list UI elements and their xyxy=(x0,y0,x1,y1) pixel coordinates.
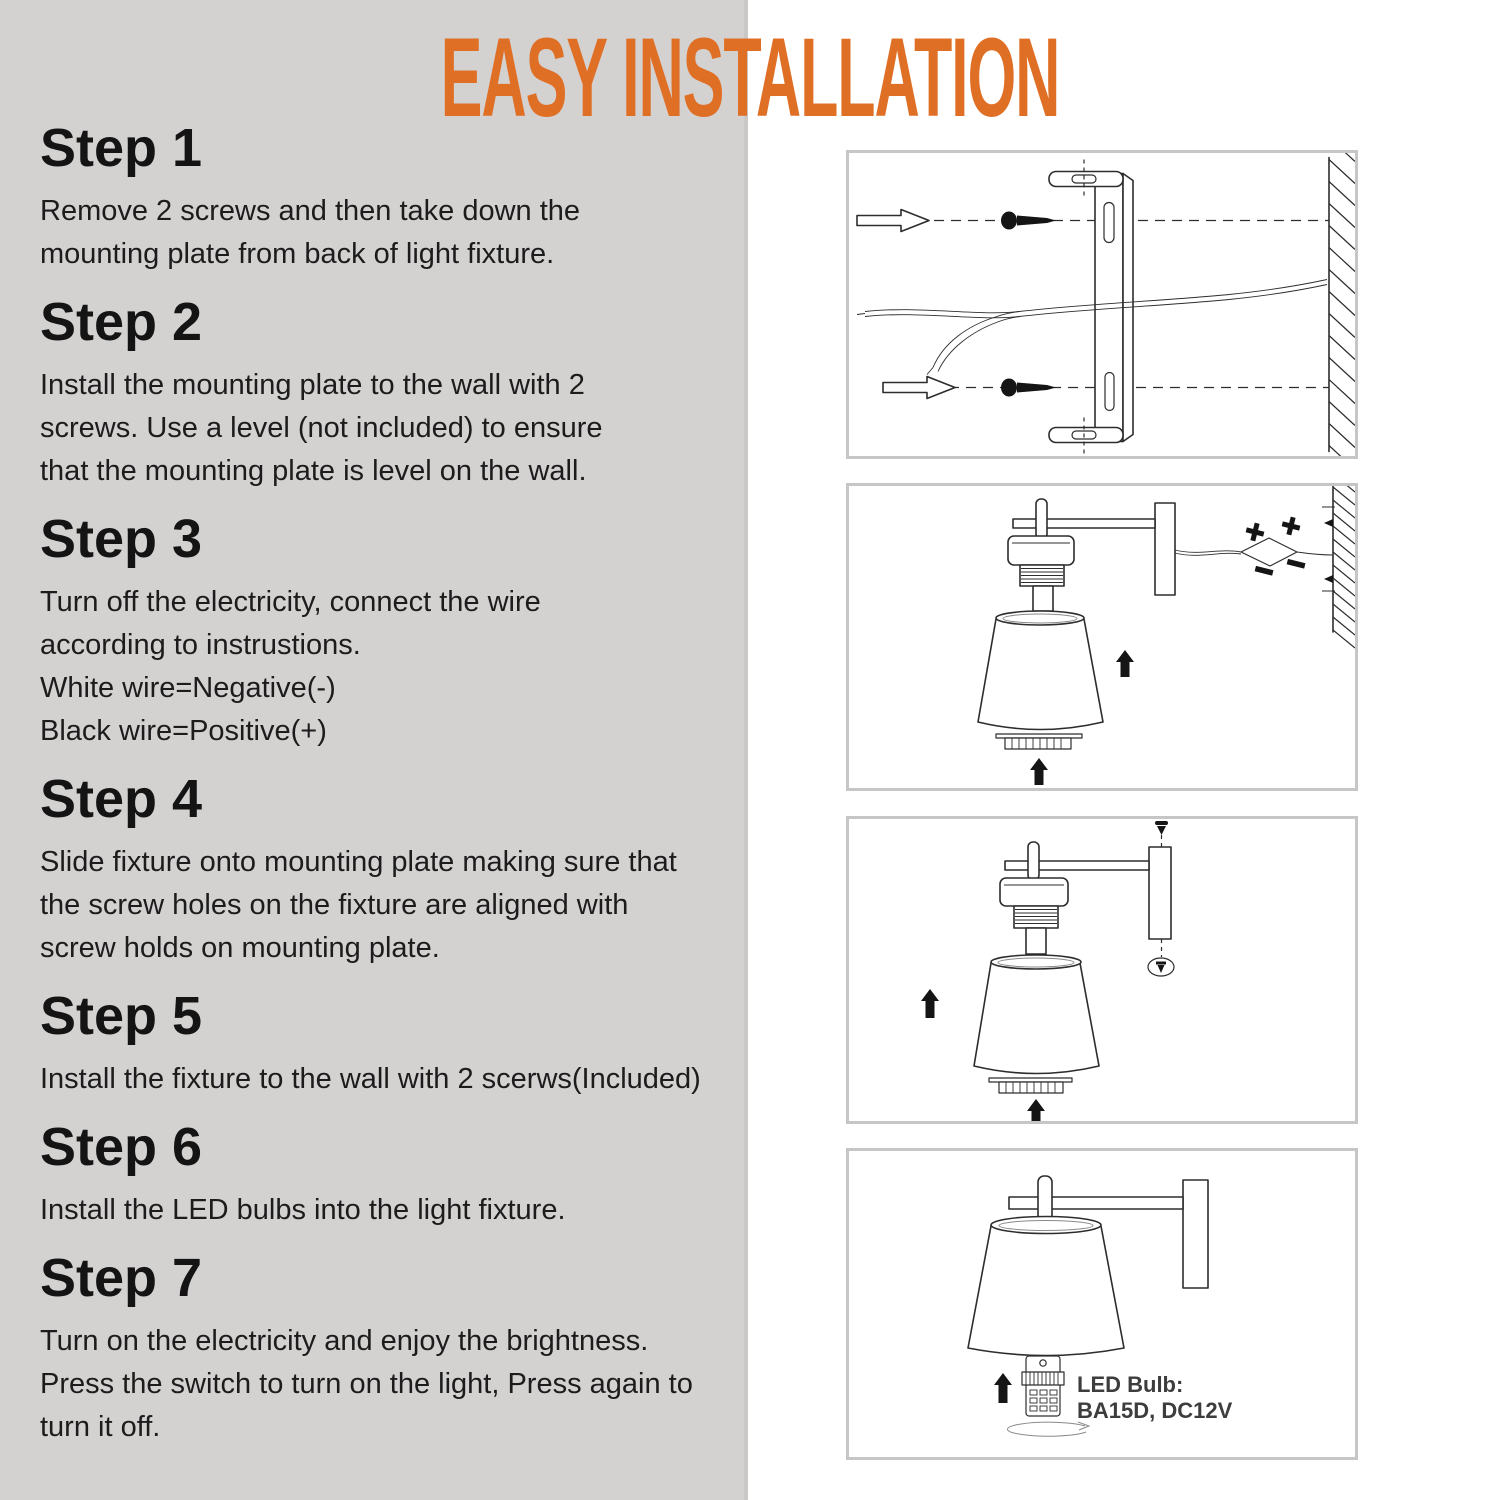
step-2-text-line: screws. Use a level (not included) to ensure xyxy=(40,412,603,444)
wire-icon xyxy=(857,280,1327,375)
lamp-shade-icon xyxy=(968,1217,1124,1356)
step-3-heading: Step 3 xyxy=(40,509,203,569)
shade-holder-icon xyxy=(996,734,1082,749)
up-arrow-icon xyxy=(1116,650,1134,677)
outline-arrow-icon xyxy=(857,210,929,232)
wall-hatch-icon xyxy=(1322,486,1355,648)
wall-hatch-icon xyxy=(1329,153,1355,456)
lamp-shade-icon xyxy=(978,611,1103,730)
screw-icon xyxy=(1001,379,1056,397)
step-7-heading: Step 7 xyxy=(40,1248,203,1308)
up-arrow-icon xyxy=(1027,1099,1045,1121)
diagram-step1-mounting-plate xyxy=(846,150,1358,459)
page-title: EASY INSTALLATION xyxy=(440,15,1060,140)
step-7-text-line: Press the switch to turn on the light, Press again to xyxy=(40,1368,693,1400)
step-2-heading: Step 2 xyxy=(40,292,203,352)
fixture-pin-icon xyxy=(1038,1176,1052,1221)
step-2-section xyxy=(40,294,750,493)
led-bulb-label-line2: BA15D, DC12V xyxy=(1077,1398,1233,1423)
step-1-heading: Step 1 xyxy=(40,118,203,178)
steps-column xyxy=(40,120,750,1467)
wire-connector-icon xyxy=(1175,515,1333,576)
step-6-heading: Step 6 xyxy=(40,1117,203,1177)
led-bulb-diagram-icon xyxy=(849,1151,1355,1457)
fixture-arm-icon xyxy=(1009,1197,1183,1209)
diagram-step3-wiring xyxy=(846,483,1358,791)
step-5-heading: Step 5 xyxy=(40,986,203,1046)
outline-arrow-icon xyxy=(883,377,955,399)
mounting-plate-diagram-icon xyxy=(849,153,1355,456)
plus-sign-icon xyxy=(1280,515,1302,537)
step-3-text-line: White wire=Negative(-) xyxy=(40,672,336,704)
fixture-arm-icon xyxy=(1013,519,1155,528)
socket-icon xyxy=(1008,536,1074,611)
rotate-arrow-icon xyxy=(1007,1422,1089,1436)
step-6-text-line: Install the LED bulbs into the light fixture. xyxy=(40,1194,566,1226)
step-1-text-line: Remove 2 screws and then take down the xyxy=(40,195,581,227)
step-5-text-line: Install the fixture to the wall with 2 scerws(Included) xyxy=(40,1063,701,1095)
step-3-text-line: Turn off the electricity, connect the wire xyxy=(40,586,541,618)
led-bulb-icon xyxy=(1022,1356,1064,1416)
step-4-section xyxy=(40,771,750,970)
fixture-pin-icon xyxy=(1036,499,1047,539)
step-1-section xyxy=(40,120,750,276)
step-7-text-line: turn it off. xyxy=(40,1411,161,1443)
minus-sign-icon xyxy=(1255,566,1274,576)
wall-plate-icon xyxy=(1155,503,1175,595)
attach-fixture-diagram-icon xyxy=(849,819,1355,1121)
step-4-text-line: the screw holes on the fixture are aligned with xyxy=(40,889,629,921)
mounting-bracket-icon xyxy=(1049,160,1133,454)
step-3-text-line: Black wire=Positive(+) xyxy=(40,715,327,747)
plus-sign-icon xyxy=(1244,521,1266,543)
up-arrow-icon xyxy=(1030,758,1048,785)
step-7-section xyxy=(40,1250,750,1449)
step-5-section xyxy=(40,988,750,1101)
wiring-diagram-icon xyxy=(849,486,1355,788)
step-3-text-line: according to instrustions. xyxy=(40,629,361,661)
diagram-step4-attach-fixture xyxy=(846,816,1358,1124)
keyhole-slot-icon xyxy=(1105,373,1114,411)
up-arrow-icon xyxy=(921,989,939,1018)
lamp-shade-icon xyxy=(974,955,1099,1074)
minus-sign-icon xyxy=(1287,559,1306,569)
fixture-arm-icon xyxy=(1005,861,1149,870)
step-2-text-line: that the mounting plate is level on the wall. xyxy=(40,455,587,487)
step-3-section xyxy=(40,511,750,753)
screw-icon xyxy=(1001,212,1056,230)
step-4-text-line: Slide fixture onto mounting plate making sure that xyxy=(40,846,677,878)
led-bulb-label-line1: LED Bulb: xyxy=(1077,1372,1184,1397)
fixture-pin-icon xyxy=(1028,842,1039,880)
up-arrow-icon xyxy=(994,1373,1012,1403)
diagram-step6-led-bulb xyxy=(846,1148,1358,1460)
step-6-section xyxy=(40,1119,750,1232)
keyhole-slot-icon xyxy=(1104,203,1114,243)
wall-plate-icon xyxy=(1183,1180,1208,1288)
shade-holder-icon xyxy=(989,1078,1072,1093)
step-2-text-line: Install the mounting plate to the wall with 2 xyxy=(40,369,585,401)
step-7-text-line: Turn on the electricity and enjoy the brightness. xyxy=(40,1325,649,1357)
step-1-text-line: mounting plate from back of light fixture. xyxy=(40,238,555,270)
step-4-heading: Step 4 xyxy=(40,769,203,829)
step-4-text-line: screw holds on mounting plate. xyxy=(40,932,440,964)
wall-plate-icon xyxy=(1149,847,1171,939)
socket-icon xyxy=(1000,878,1068,954)
